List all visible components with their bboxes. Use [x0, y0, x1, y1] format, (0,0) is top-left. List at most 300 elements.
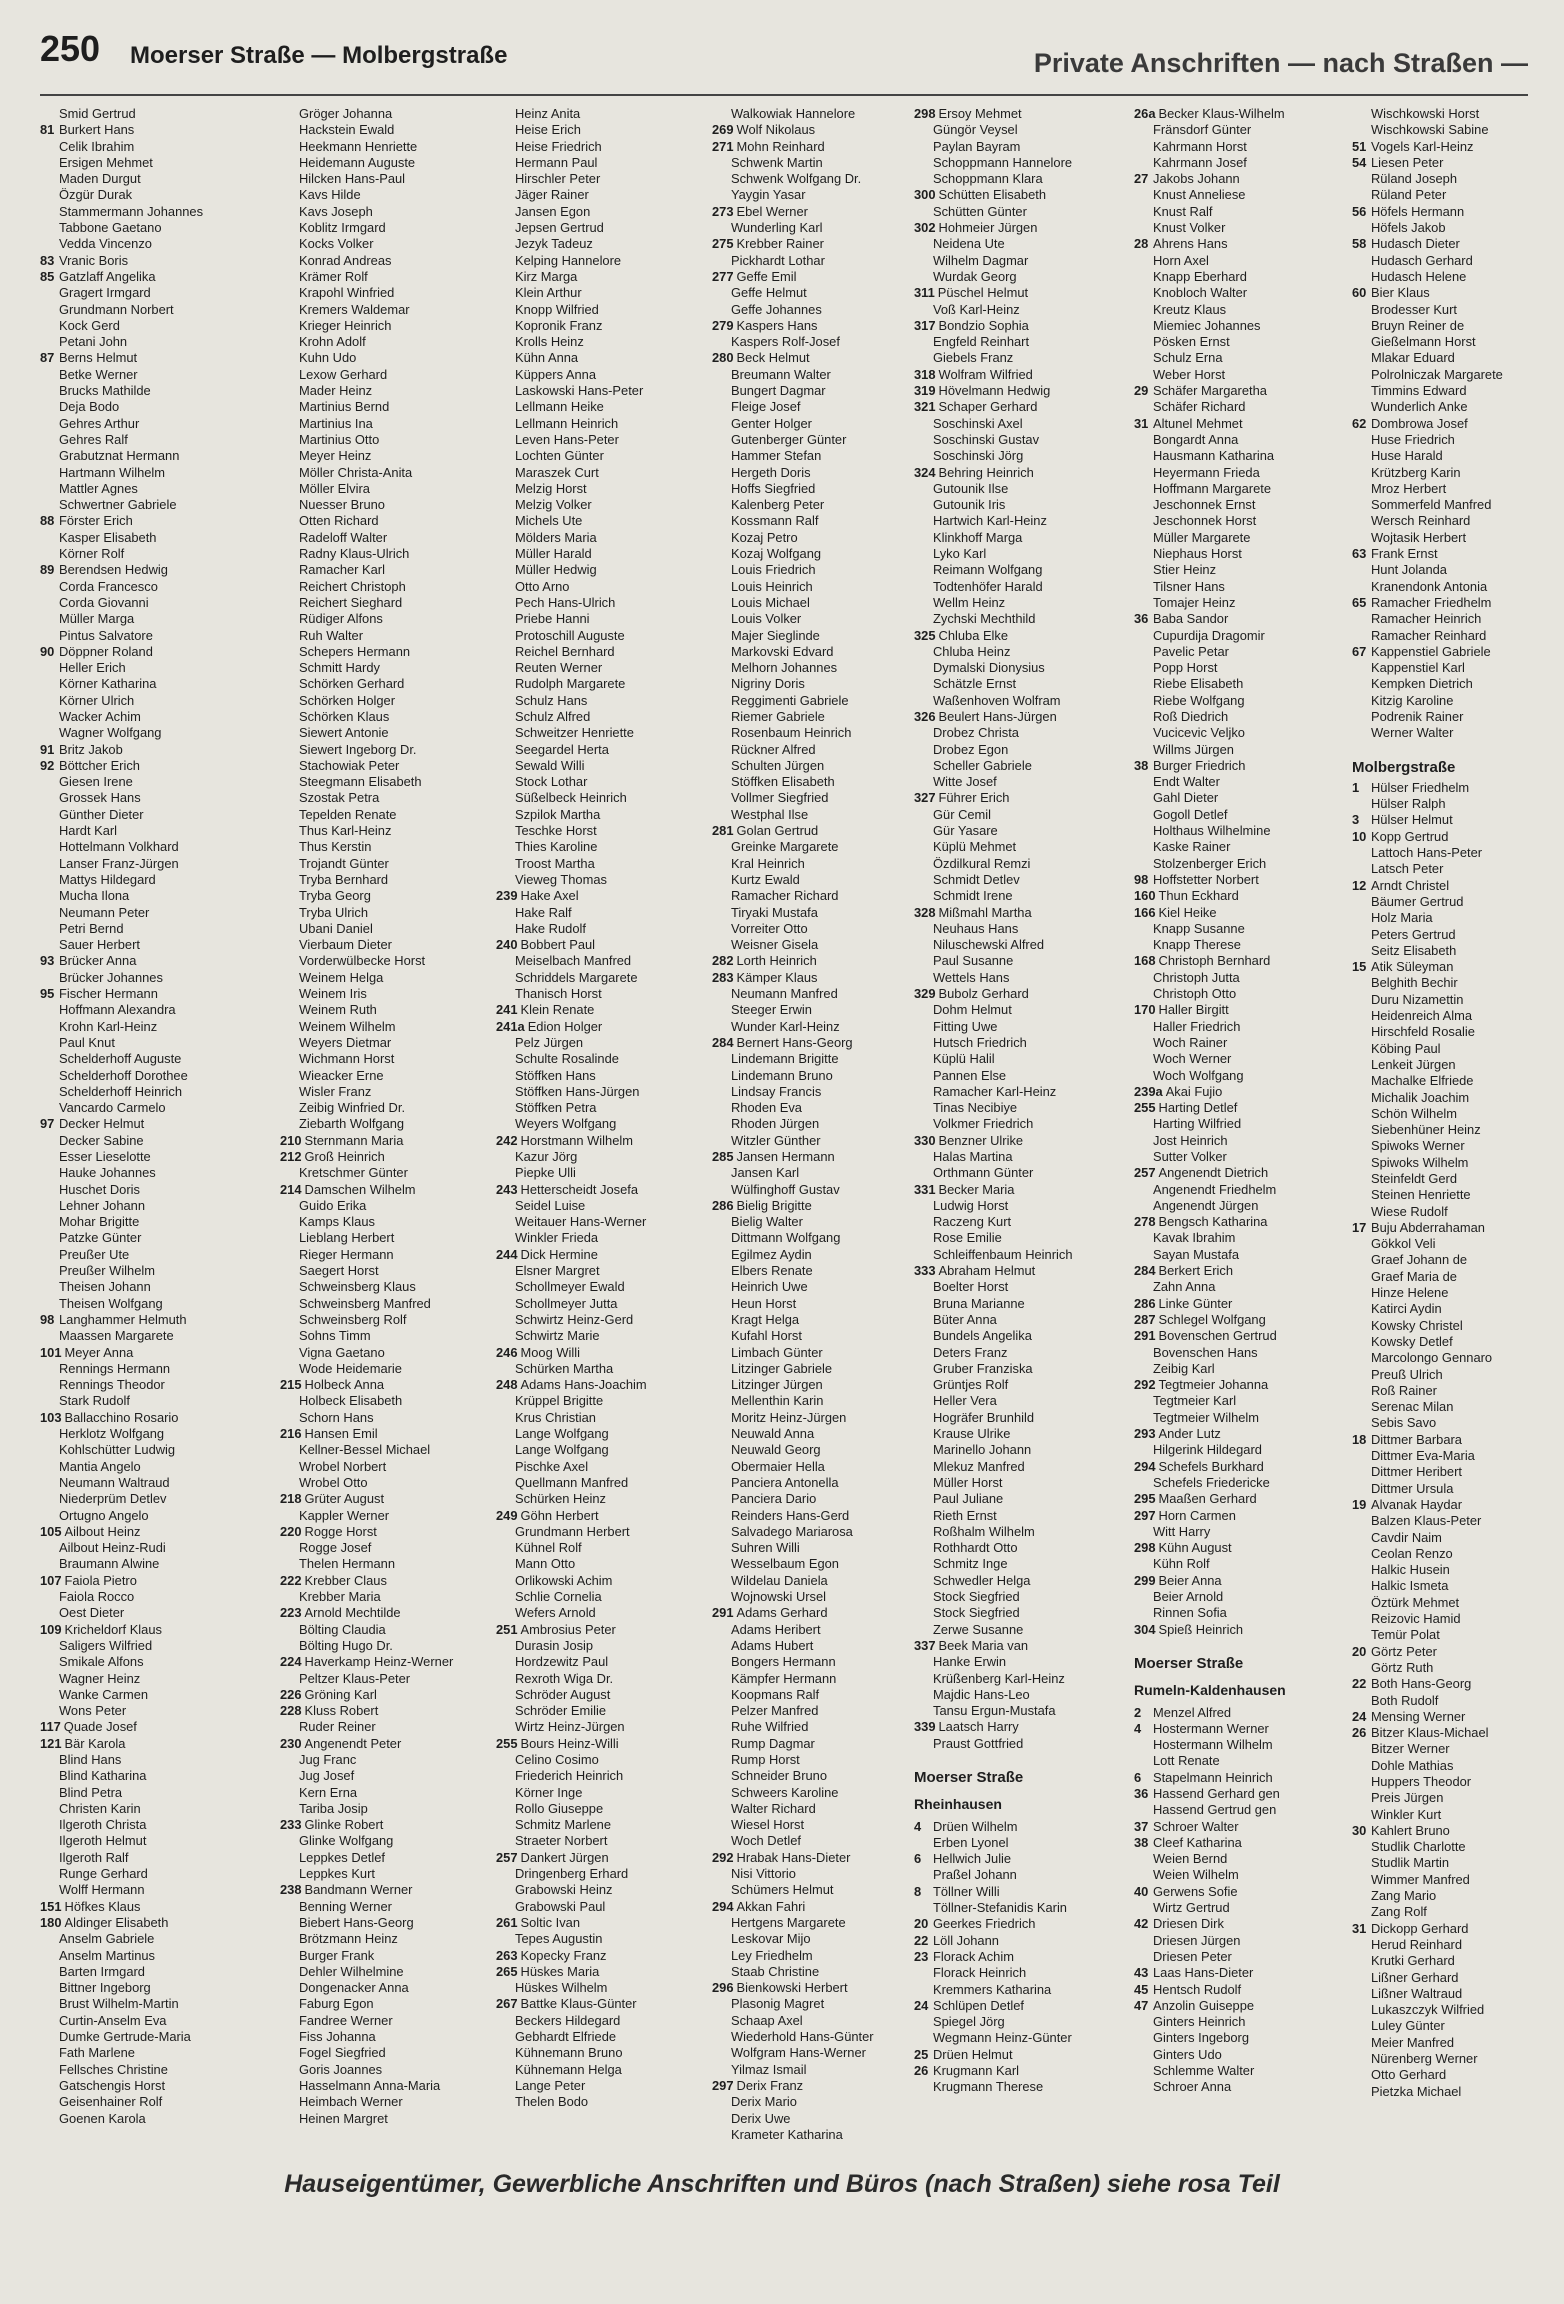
directory-entry	[914, 1819, 1146, 1835]
resident-name: Tegtmeier Wilhelm	[1153, 1409, 1260, 1425]
directory-entry	[496, 1116, 728, 1132]
directory-entry	[1134, 2047, 1366, 2063]
directory-entry	[496, 1996, 728, 2012]
house-number: 333	[914, 1263, 936, 1279]
directory-entry	[914, 953, 1146, 969]
house-number: 92	[40, 757, 55, 773]
directory-entry	[496, 1833, 728, 1849]
resident-name: Lukaszczyk Wilfried	[1371, 2002, 1485, 2018]
directory-entry	[496, 1508, 728, 1524]
directory-entry	[1352, 1758, 1564, 1774]
resident-name: Jezyk Tadeuz	[515, 236, 593, 252]
house-number: 90	[40, 643, 55, 659]
directory-entry	[1134, 1524, 1366, 1540]
resident-name: Christoph Otto	[1153, 986, 1237, 1002]
directory-entry	[40, 921, 272, 937]
resident-name: Preußer Ute	[59, 1246, 130, 1262]
resident-name: Kopp Gertrud	[1371, 828, 1449, 844]
directory-entry	[914, 1133, 1146, 1149]
directory-entry	[280, 2029, 512, 2045]
resident-name: Holthaus Wilhelmine	[1153, 823, 1271, 839]
resident-name: Huschet Doris	[59, 1181, 140, 1197]
resident-name: Gröning Karl	[304, 1686, 377, 1702]
resident-name: Lellmann Heike	[515, 399, 604, 415]
resident-name: Görtz Peter	[1371, 1643, 1437, 1659]
directory-entry	[40, 1524, 272, 1540]
directory-entry	[496, 823, 728, 839]
directory-entry	[914, 905, 1146, 921]
column-6	[1134, 106, 1366, 2176]
directory-entry	[280, 1736, 512, 1752]
resident-name: Ruhe Wilfried	[731, 1719, 809, 1735]
directory-entry	[914, 1182, 1146, 1198]
resident-name: Kricheldorf Klaus	[64, 1621, 162, 1637]
directory-entry	[1352, 1432, 1564, 1448]
resident-name: Winkler Kurt	[1371, 1806, 1442, 1822]
directory-entry	[1352, 204, 1564, 220]
directory-entry	[40, 1035, 272, 1051]
house-number: 93	[40, 953, 55, 969]
house-number: 117	[40, 1719, 61, 1735]
resident-name: Gutounik Ilse	[933, 480, 1009, 496]
directory-entry	[496, 1328, 728, 1344]
directory-entry	[712, 1393, 944, 1409]
directory-entry	[1352, 465, 1564, 481]
resident-name: Führer Erich	[938, 790, 1010, 806]
resident-name: Bienkowski Herbert	[736, 1980, 848, 1996]
directory-entry	[712, 1002, 944, 1018]
resident-name: Pelz Jürgen	[515, 1034, 584, 1050]
resident-name: Schätzle Ernst	[933, 676, 1017, 692]
directory-entry	[496, 1752, 728, 1768]
resident-name: Kühnemann Bruno	[515, 2045, 623, 2061]
directory-entry	[280, 1019, 512, 1035]
directory-entry	[712, 1051, 944, 1067]
house-number: 109	[40, 1621, 62, 1637]
resident-name: Bruyn Reiner de	[1371, 317, 1465, 333]
directory-entry	[1352, 829, 1564, 845]
directory-entry	[1134, 742, 1366, 758]
directory-entry	[40, 1182, 272, 1198]
resident-name: Siewert Antonie	[299, 725, 389, 741]
directory-entry	[712, 1214, 944, 1230]
directory-entry	[914, 1279, 1146, 1295]
directory-entry	[40, 1833, 272, 1849]
resident-name: Niluschewski Alfred	[933, 937, 1045, 953]
directory-entry	[280, 1801, 512, 1817]
resident-name: Akai Fujio	[1165, 1083, 1223, 1099]
resident-name: Hostermann Wilhelm	[1153, 1737, 1273, 1753]
directory-entry	[280, 1687, 512, 1703]
resident-name: Orlikowski Achim	[515, 1572, 613, 1588]
directory-entry	[1134, 1116, 1366, 1132]
directory-entry	[712, 709, 944, 725]
resident-name: Kragt Helga	[731, 1311, 800, 1327]
directory-entry	[1134, 1247, 1366, 1263]
resident-name: Witte Josef	[933, 774, 997, 790]
resident-name: Woch Werner	[1153, 1051, 1232, 1067]
directory-entry	[914, 1393, 1146, 1409]
directory-entry	[914, 1149, 1146, 1165]
directory-entry	[712, 2127, 944, 2143]
directory-entry	[712, 1068, 944, 1084]
resident-name: Esser Lieselotte	[59, 1149, 151, 1164]
resident-name: Tepes Augustin	[515, 1931, 603, 1947]
directory-entry	[712, 1931, 944, 1947]
directory-entry	[40, 1442, 272, 1458]
resident-name: Schwenk Martin	[731, 154, 823, 170]
directory-entry	[1134, 2014, 1366, 2030]
directory-entry	[280, 562, 512, 578]
directory-entry	[40, 562, 272, 578]
house-number: 325	[914, 627, 936, 643]
resident-name: Kitzig Karoline	[1371, 692, 1454, 708]
directory-entry	[1134, 660, 1366, 676]
resident-name: Döppner Roland	[59, 643, 153, 659]
resident-name: Weien Bernd	[1153, 1851, 1228, 1867]
resident-name: Kämper Klaus	[736, 969, 818, 985]
footer-note: Hauseigentümer, Gewerbliche Anschriften und Büros (nach Straßen) siehe rosa Teil	[284, 2170, 1280, 2198]
directory-entry	[712, 1589, 944, 1605]
house-number: 330	[914, 1132, 936, 1148]
house-number: 98	[40, 1311, 55, 1327]
directory-entry	[712, 2029, 944, 2045]
resident-name: Niephaus Horst	[1153, 546, 1242, 562]
resident-name: Schwertner Gabriele	[59, 497, 177, 513]
resident-name: Quade Josef	[63, 1719, 137, 1735]
resident-name: Ramacher Karl	[299, 562, 385, 578]
directory-entry	[40, 595, 272, 611]
resident-name: Rennings Theodor	[59, 1377, 165, 1393]
directory-entry	[40, 628, 272, 644]
directory-entry	[1352, 1595, 1564, 1611]
resident-name: Heinrich Uwe	[731, 1279, 808, 1295]
resident-name: Both Rudolf	[1371, 1692, 1439, 1708]
resident-name: Wegmann Heinz-Günter	[933, 2030, 1072, 2046]
directory-entry	[914, 1345, 1146, 1361]
directory-entry	[496, 220, 728, 236]
resident-name: Grabowski Heinz	[515, 1882, 613, 1898]
directory-entry	[1134, 253, 1366, 269]
resident-name: Fiss Johanna	[299, 2029, 376, 2045]
directory-entry	[40, 1230, 272, 1246]
directory-entry	[712, 1165, 944, 1181]
resident-name: Dittmann Wolfgang	[731, 1230, 841, 1246]
house-number: 27	[1134, 171, 1149, 187]
directory-entry	[280, 709, 512, 725]
resident-name: Kappenstiel Gabriele	[1371, 643, 1491, 659]
resident-name: Fitting Uwe	[933, 1018, 998, 1034]
directory-entry	[712, 2078, 944, 2094]
directory-entry	[1352, 1138, 1564, 1154]
directory-entry	[280, 220, 512, 236]
resident-name: Weitauer Hans-Werner	[515, 1214, 647, 1230]
resident-name: Straeter Norbert	[515, 1833, 608, 1849]
directory-entry	[1134, 416, 1366, 432]
resident-name: Bobbert Paul	[520, 937, 596, 953]
directory-entry	[496, 1687, 728, 1703]
directory-entry	[496, 1703, 728, 1719]
directory-entry	[280, 1393, 512, 1409]
directory-entry	[1352, 1301, 1564, 1317]
directory-entry	[280, 1182, 512, 1198]
resident-name: Driesen Jürgen	[1153, 1932, 1241, 1948]
directory-entry	[1352, 1513, 1564, 1529]
resident-name: Kern Erna	[299, 1784, 358, 1800]
directory-entry	[496, 1785, 728, 1801]
resident-name: Weinem Wilhelm	[299, 1018, 396, 1034]
directory-entry	[1134, 204, 1366, 220]
resident-name: Hüskes Wilhelm	[515, 1980, 608, 1996]
resident-name: Bubolz Gerhard	[938, 986, 1029, 1002]
directory-entry	[280, 2111, 512, 2127]
directory-entry	[40, 1247, 272, 1263]
resident-name: Martinius Bernd	[299, 399, 390, 415]
house-number: 67	[1352, 643, 1367, 659]
house-number: 298	[914, 106, 936, 121]
house-number: 4	[1134, 1720, 1142, 1736]
resident-name: Wülfinghoff Gustav	[731, 1181, 840, 1197]
resident-name: Louis Friedrich	[731, 562, 816, 578]
resident-name: Süßelbeck Heinrich	[515, 790, 627, 806]
house-number: 233	[280, 1817, 302, 1833]
directory-entry	[280, 1671, 512, 1687]
directory-entry	[496, 1589, 728, 1605]
resident-name: Kluss Robert	[304, 1703, 379, 1719]
resident-name: Vancardo Carmelo	[59, 1100, 166, 1116]
resident-name: Hasselmann Anna-Maria	[299, 2077, 441, 2093]
resident-name: Brodesser Kurt	[1371, 301, 1457, 317]
resident-name: Bitzer Werner	[1371, 1741, 1450, 1757]
directory-entry	[280, 1377, 512, 1393]
directory-entry	[1134, 1982, 1366, 1998]
directory-entry	[1352, 1904, 1564, 1920]
directory-entry	[712, 790, 944, 806]
directory-entry	[1134, 1214, 1366, 1230]
resident-name: Schroer Anna	[1153, 2079, 1232, 2095]
directory-entry	[280, 1345, 512, 1361]
directory-entry	[712, 1100, 944, 1116]
resident-name: Soschinski Gustav	[933, 431, 1040, 447]
resident-name: Wilhelm Dagmar	[933, 252, 1029, 268]
resident-name: Ruder Reiner	[299, 1719, 376, 1735]
directory-entry	[1134, 1589, 1366, 1605]
house-number: 58	[1352, 236, 1367, 252]
directory-entry	[496, 1736, 728, 1752]
resident-name: Berns Helmut	[59, 350, 138, 366]
directory-entry	[1134, 1605, 1366, 1621]
resident-name: Hudasch Gerhard	[1371, 252, 1473, 268]
directory-entry	[40, 1002, 272, 1018]
directory-entry	[1134, 1949, 1366, 1965]
directory-entry	[712, 1491, 944, 1507]
house-number: 299	[1134, 1572, 1156, 1588]
resident-name: Schmitz Inge	[933, 1556, 1008, 1572]
resident-name: Kuhn Udo	[299, 350, 357, 366]
directory-entry	[1352, 220, 1564, 236]
resident-name: Spieß Heinrich	[1158, 1621, 1244, 1637]
directory-entry	[40, 790, 272, 806]
directory-entry	[1134, 1410, 1366, 1426]
resident-name: Berendsen Hedwig	[59, 562, 168, 578]
resident-name: Patzke Günter	[59, 1230, 142, 1246]
resident-name: Reichel Bernhard	[515, 643, 615, 659]
directory-entry	[40, 1899, 272, 1915]
resident-name: Preußer Wilhelm	[59, 1263, 155, 1279]
house-number: 280	[712, 350, 734, 366]
resident-name: Hergeth Doris	[731, 464, 811, 480]
directory-entry	[496, 1899, 728, 1915]
directory-entry	[280, 1426, 512, 1442]
directory-entry	[280, 432, 512, 448]
directory-entry	[914, 709, 1146, 725]
directory-entry	[280, 448, 512, 464]
directory-entry	[40, 807, 272, 823]
directory-entry	[712, 758, 944, 774]
directory-entry	[496, 139, 728, 155]
resident-name: Derix Franz	[736, 2077, 804, 2093]
house-number: 29	[1134, 383, 1149, 399]
resident-name: Bruna Marianne	[933, 1295, 1025, 1311]
resident-name: Konrad Andreas	[299, 252, 392, 268]
directory-entry	[1352, 1073, 1564, 1089]
directory-entry	[712, 2062, 944, 2078]
directory-entry	[712, 1524, 944, 1540]
resident-name: Tariba Josip	[299, 1800, 368, 1816]
resident-name: Bondzio Sophia	[938, 317, 1029, 333]
resident-name: Laatsch Harry	[938, 1719, 1019, 1735]
resident-name: Martinius Otto	[299, 431, 380, 447]
directory-entry	[280, 758, 512, 774]
directory-entry	[914, 742, 1146, 758]
resident-name: Otto Arno	[515, 578, 570, 594]
directory-entry	[280, 1116, 512, 1132]
directory-entry	[1134, 1900, 1366, 1916]
resident-name: Roßhalm Wilhelm	[933, 1523, 1035, 1539]
directory-entry	[280, 888, 512, 904]
resident-name: Lyko Karl	[933, 546, 987, 562]
directory-entry	[280, 1882, 512, 1898]
directory-entry	[496, 595, 728, 611]
resident-name: Ballacchino Rosario	[64, 1409, 179, 1425]
directory-entry	[914, 383, 1146, 399]
directory-entry	[496, 269, 728, 285]
resident-name: Herklotz Wolfgang	[59, 1426, 165, 1442]
directory-entry	[496, 562, 728, 578]
directory-entry	[712, 399, 944, 415]
resident-name: Hülser Friedhelm	[1371, 779, 1470, 795]
resident-name: Reichert Christoph	[299, 578, 406, 594]
directory-entry	[280, 693, 512, 709]
resident-name: Lehner Johann	[59, 1197, 146, 1213]
house-number: 339	[914, 1719, 936, 1735]
directory-entry	[496, 986, 728, 1002]
resident-name: Jakobs Johann	[1153, 171, 1240, 187]
directory-entry	[914, 2063, 1146, 2079]
house-number: 300	[914, 187, 936, 203]
resident-name: Haller Birgitt	[1158, 1002, 1229, 1018]
directory-entry	[712, 334, 944, 350]
resident-name: Spiegel Jörg	[933, 2014, 1005, 2030]
resident-name: Hammer Stefan	[731, 448, 822, 464]
directory-entry	[280, 155, 512, 171]
resident-name: Stier Heinz	[1153, 562, 1217, 578]
resident-name: Priebe Hanni	[515, 611, 590, 627]
resident-name: Blind Petra	[59, 1784, 123, 1800]
resident-name: Kappenstiel Karl	[1371, 660, 1465, 676]
directory-entry	[40, 1100, 272, 1116]
resident-name: Meyer Heinz	[299, 448, 372, 464]
directory-entry	[496, 1964, 728, 1980]
directory-entry	[1134, 1165, 1366, 1181]
directory-entry	[1134, 1100, 1366, 1116]
house-number: 302	[914, 220, 936, 236]
resident-name: Schütten Elisabeth	[938, 187, 1047, 203]
directory-entry	[280, 937, 512, 953]
directory-entry	[1134, 823, 1366, 839]
resident-name: Friederich Heinrich	[515, 1768, 624, 1784]
directory-entry	[1352, 959, 1564, 975]
directory-entry	[496, 1426, 728, 1442]
directory-entry	[712, 1736, 944, 1752]
resident-name: Jäger Rainer	[515, 187, 589, 203]
directory-entry	[40, 1882, 272, 1898]
resident-name: Fogel Siegfried	[299, 2045, 386, 2061]
directory-entry	[1352, 644, 1564, 660]
resident-name: Gutounik Iris	[933, 497, 1006, 513]
directory-entry	[1352, 1220, 1564, 1236]
directory-entry	[1134, 1084, 1366, 1100]
resident-name: Wiese Rudolf	[1371, 1203, 1448, 1219]
directory-entry	[712, 807, 944, 823]
house-number: 95	[40, 986, 55, 1002]
resident-name: Tegtmeier Karl	[1153, 1393, 1237, 1409]
resident-name: Cleef Katharina	[1153, 1834, 1242, 1850]
resident-name: Curtin-Anselm Eva	[59, 2012, 167, 2028]
house-number: 18	[1352, 1431, 1367, 1447]
resident-name: Praßel Johann	[933, 1867, 1017, 1883]
resident-name: Hilcken Hans-Paul	[299, 171, 406, 187]
resident-name: Mattler Agnes	[59, 480, 138, 496]
directory-entry	[40, 1605, 272, 1621]
resident-name: Faiola Pietro	[64, 1572, 137, 1588]
directory-entry	[40, 1768, 272, 1784]
resident-name: Vierbaum Dieter	[299, 937, 392, 953]
resident-name: Gatschengis Horst	[59, 2077, 166, 2093]
directory-entry	[496, 2013, 728, 2029]
directory-entry	[1134, 1475, 1366, 1491]
resident-name: Runge Gerhard	[59, 1866, 148, 1882]
resident-name: Nürenberg Werner	[1371, 2051, 1478, 2067]
house-number: 240	[496, 937, 518, 953]
directory-entry	[1134, 367, 1366, 383]
directory-entry	[280, 253, 512, 269]
directory-entry	[40, 758, 272, 774]
house-number: 319	[914, 383, 936, 399]
directory-entry	[712, 253, 944, 269]
directory-entry	[712, 774, 944, 790]
directory-entry	[280, 285, 512, 301]
directory-entry	[712, 513, 944, 529]
directory-entry	[914, 1296, 1146, 1312]
directory-entry	[496, 187, 728, 203]
house-number: 38	[1134, 1834, 1149, 1850]
resident-name: Müller Harald	[515, 546, 592, 562]
directory-entry	[914, 1508, 1146, 1524]
resident-name: Kreutz Klaus	[1153, 301, 1227, 317]
resident-name: Pavelic Petar	[1153, 643, 1229, 659]
directory-entry	[712, 1785, 944, 1801]
